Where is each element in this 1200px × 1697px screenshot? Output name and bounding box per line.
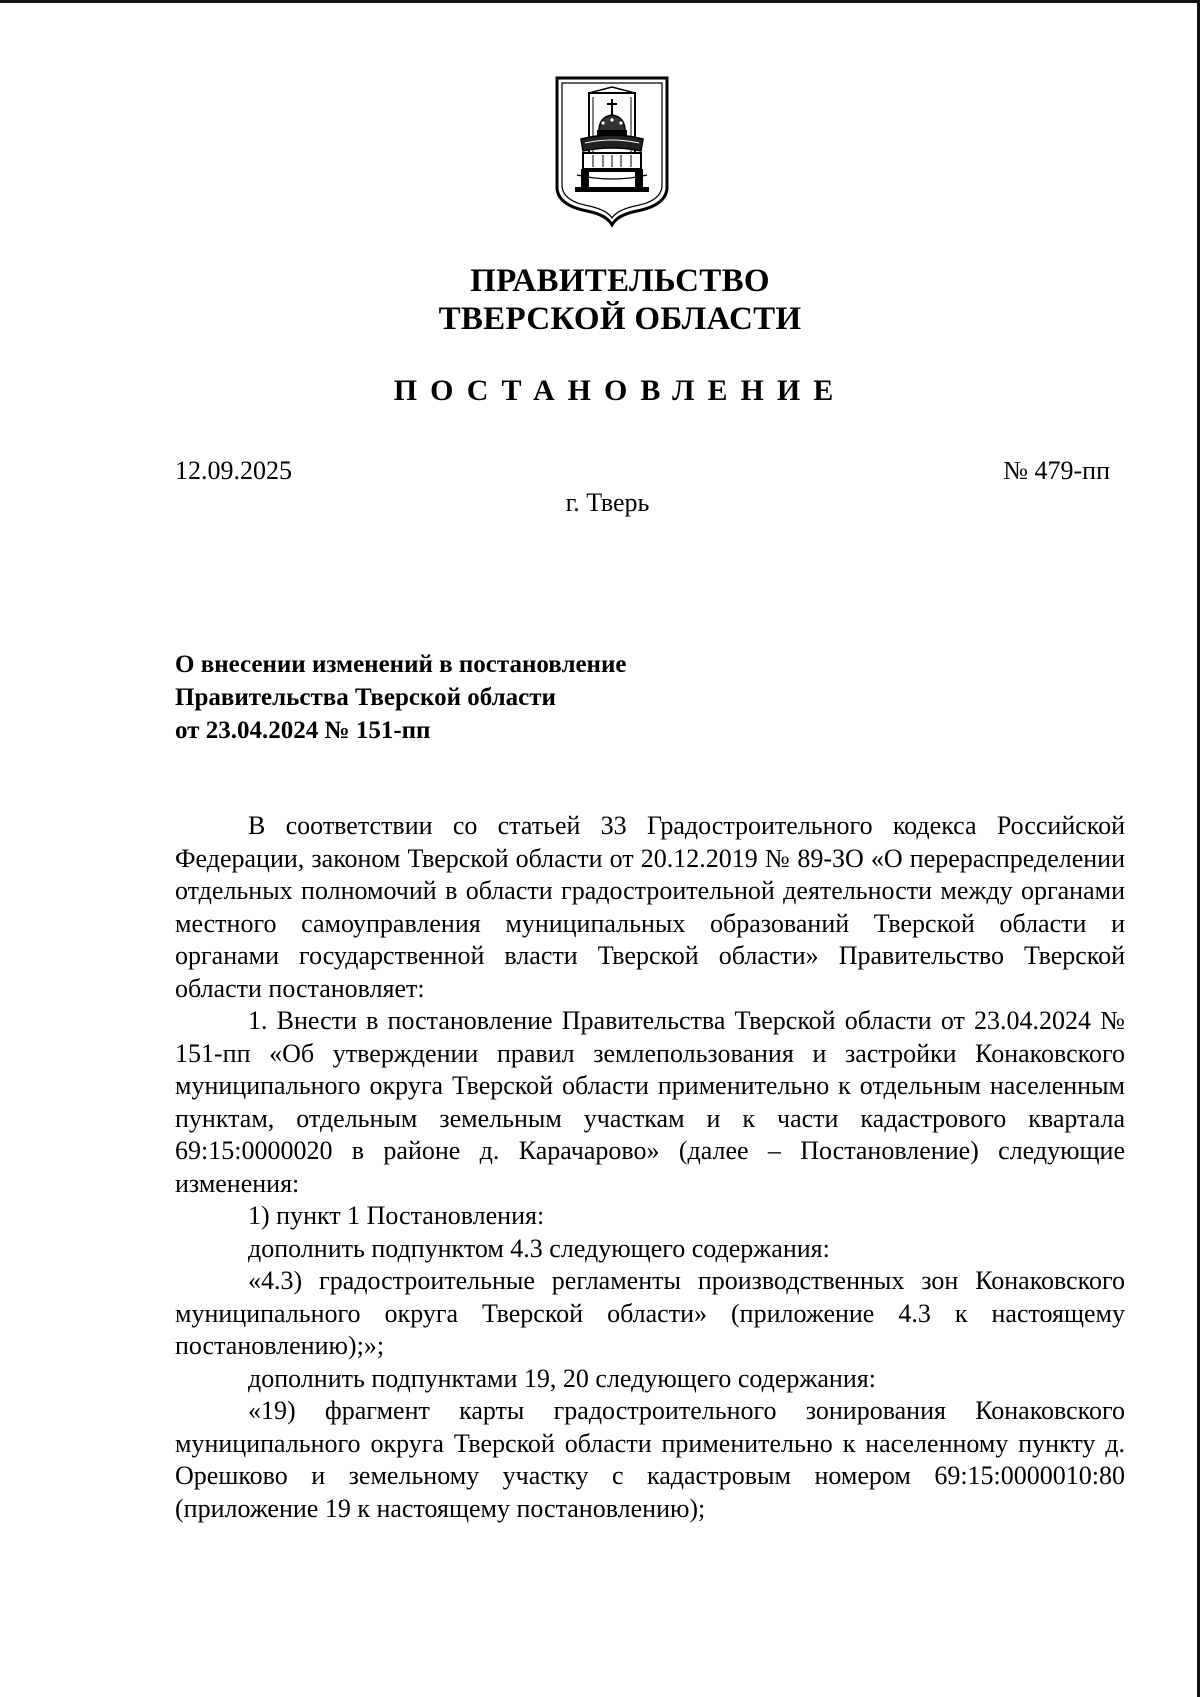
scan-edge-top xyxy=(0,0,1200,3)
subject-line: О внесении изменений в постановление xyxy=(175,651,627,678)
body-paragraph: 1) пункт 1 Постановления: xyxy=(248,1201,545,1230)
document-type-title: ПОСТАНОВЛЕНИЕ xyxy=(393,374,847,407)
document-number: № 479-пп xyxy=(1003,456,1110,485)
body-paragraph: дополнить подпунктами 19, 20 следующего содержания: xyxy=(248,1363,876,1393)
document-city: г. Тверь xyxy=(565,488,650,517)
government-title-line1: ПРАВИТЕЛЬСТВО xyxy=(470,263,770,299)
body-paragraph: В соответствии со статьей 33 Градостроительного кодекса Российской Федерации, законом Тверской области от 20.12.2019 № 89-ЗО «О перераспределении отдельных полномочий в области градостроительной деятельности между органами местного самоуправления муниципальных образований Тверской области и органами государственной власти Тверской области» Правительство Тверской области постановляет: xyxy=(175,811,1125,1003)
body-paragraph: «19) фрагмент карты градостроительного зонирования Конаковского муниципального округа Тверской области применительно к населенному пункту д. Орешково и земельному участку с кадастровым номером 69:15:0000010:80 (приложение 19 к настоящему постановлению); xyxy=(175,1396,1125,1523)
subject-line: от 23.04.2024 № 151-пп xyxy=(175,717,431,744)
tver-coat-of-arms-icon xyxy=(553,75,671,227)
document-subject xyxy=(175,648,626,747)
document-body xyxy=(175,810,1125,1525)
body-paragraph: «4.3) градостроительные регламенты производственных зон Конаковского муниципального округа Тверской области» (приложение 4.3 к настоящему постановлению);»; xyxy=(175,1266,1125,1360)
document-date: 12.09.2025 xyxy=(175,456,292,485)
body-paragraph: дополнить подпунктом 4.3 следующего содержания: xyxy=(248,1233,830,1263)
government-title-line2: ТВЕРСКОЙ ОБЛАСТИ xyxy=(438,301,802,337)
subject-line: Правительства Тверской области xyxy=(175,684,556,711)
body-paragraph: 1. Внести в постановление Правительства Тверской области от 23.04.2024 № 151-пп «Об утверждении правил землепользования и застройки Конаковского муниципального округа Тверской области применительно к отдельным населенным пунктам, отдельным земельным участкам и к части кадастрового квартала 69:15:0000020 в районе д. Карачарово» (далее – Постановление) следующие изменения: xyxy=(175,1006,1125,1198)
